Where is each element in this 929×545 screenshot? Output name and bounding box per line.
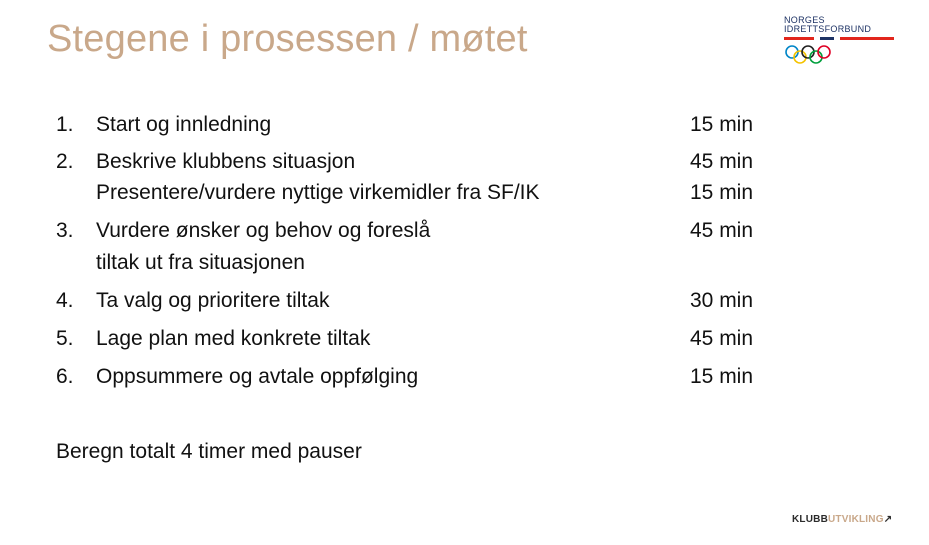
step-text: Start og innledning	[96, 113, 272, 136]
slide-title: Stegene i prosessen / møtet	[47, 18, 528, 60]
step-text: Vurdere ønsker og behov og foreslå	[96, 219, 431, 242]
olympic-rings-icon	[784, 45, 834, 65]
flag-segment-red	[784, 37, 814, 40]
step-duration: 45 min	[690, 150, 754, 173]
step-duration: 45 min	[690, 219, 754, 242]
flag-segment-blue	[820, 37, 834, 40]
step-number: 3.	[56, 219, 74, 242]
step-text: Beskrive klubbens situasjon	[96, 150, 356, 173]
step-text: tiltak ut fra situasjonen	[96, 251, 305, 274]
step-text: Ta valg og prioritere tiltak	[96, 289, 330, 312]
logo-line-2: IDRETTSFORBUND	[784, 24, 872, 34]
step-number: 5.	[56, 327, 74, 350]
klubbutvikling-logo	[792, 514, 892, 525]
brand-part-2: UTVIKLING	[828, 514, 884, 525]
step-text: Oppsummere og avtale oppfølging	[96, 365, 419, 388]
step-duration: 45 min	[690, 327, 754, 350]
step-duration: 15 min	[690, 365, 754, 388]
step-number: 1.	[56, 113, 74, 136]
brand-part-1: KLUBB	[792, 514, 828, 525]
step-text: Lage plan med konkrete tiltak	[96, 327, 371, 350]
total-time-note: Beregn totalt 4 timer med pauser	[56, 440, 362, 463]
step-number: 4.	[56, 289, 74, 312]
logo-line-1: NORGES	[784, 15, 825, 25]
step-duration: 30 min	[690, 289, 754, 312]
logo-flag-stripe	[784, 37, 894, 40]
brand-arrow-icon: ↗	[883, 514, 893, 525]
nif-logo	[784, 16, 900, 72]
step-duration: 15 min	[690, 181, 754, 204]
step-duration: 15 min	[690, 113, 754, 136]
step-number: 6.	[56, 365, 74, 388]
step-number: 2.	[56, 150, 74, 173]
flag-segment-red-2	[840, 37, 894, 40]
step-text: Presentere/vurdere nyttige virkemidler fra SF/IK	[96, 181, 540, 204]
